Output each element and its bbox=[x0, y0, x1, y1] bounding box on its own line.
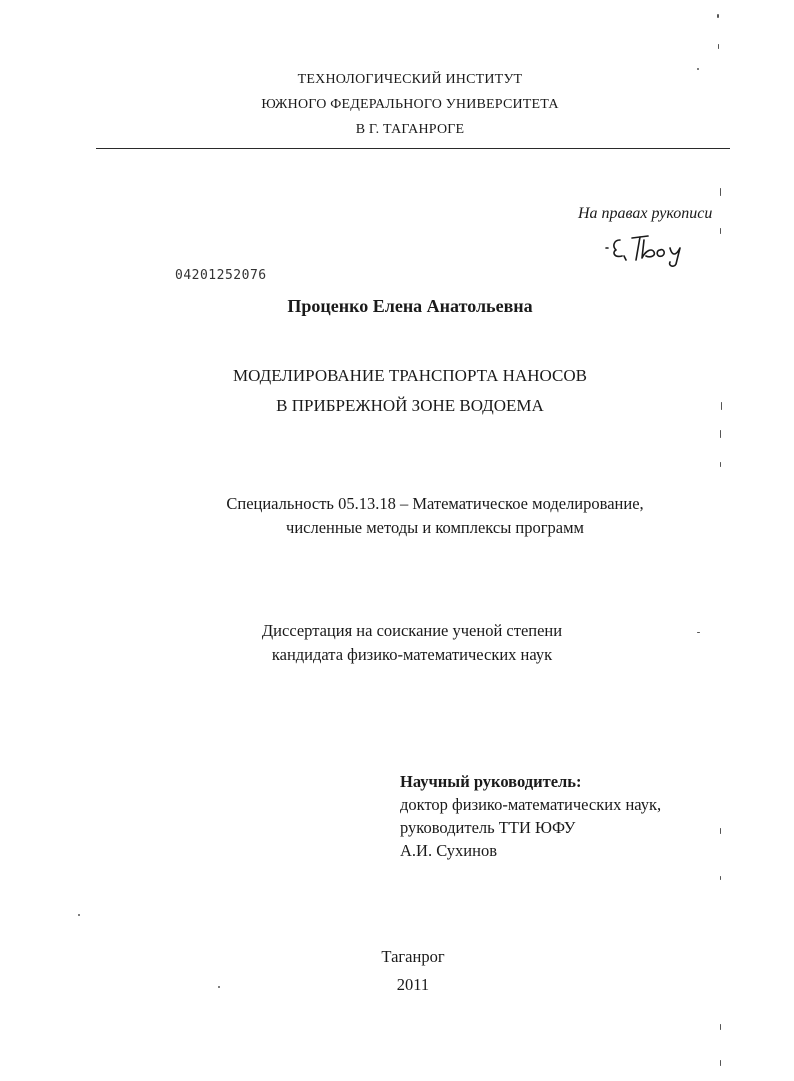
supervisor-position: руководитель ТТИ ЮФУ bbox=[400, 818, 576, 837]
signature-icon bbox=[602, 226, 692, 270]
scan-speck bbox=[717, 14, 719, 18]
scan-speck bbox=[218, 986, 220, 988]
dissertation-line-2: кандидата физико-математических наук bbox=[271, 645, 553, 664]
scan-speck bbox=[697, 632, 700, 633]
scan-speck bbox=[720, 1024, 721, 1030]
header-divider bbox=[96, 148, 730, 149]
manuscript-note: На правах рукописи bbox=[578, 205, 713, 222]
scan-speck bbox=[720, 1060, 721, 1066]
footer-year: 2011 bbox=[396, 975, 430, 994]
institute-line-3: В Г. ТАГАНРОГЕ bbox=[355, 122, 465, 137]
scan-speck bbox=[697, 68, 699, 70]
title-line-1: МОДЕЛИРОВАНИЕ ТРАНСПОРТА НАНОСОВ bbox=[233, 366, 587, 385]
scan-speck bbox=[720, 828, 721, 834]
specialty-line-2: численные методы и комплексы программ bbox=[286, 518, 584, 537]
scan-speck bbox=[720, 430, 721, 438]
scan-speck bbox=[718, 44, 719, 49]
catalog-number: 04201252076 bbox=[175, 268, 267, 283]
supervisor-heading: Научный руководитель: bbox=[400, 772, 582, 791]
scan-speck bbox=[720, 462, 721, 467]
scan-speck bbox=[720, 188, 721, 196]
supervisor-name: А.И. Сухинов bbox=[400, 841, 498, 860]
scan-speck bbox=[78, 914, 80, 916]
scan-speck bbox=[720, 876, 721, 880]
supervisor-degree: доктор физико-математических наук, bbox=[400, 795, 662, 814]
dissertation-line-1: Диссертация на соискание ученой степени bbox=[261, 621, 563, 640]
institute-line-1: ТЕХНОЛОГИЧЕСКИЙ ИНСТИТУТ bbox=[297, 72, 523, 87]
title-line-2: В ПРИБРЕЖНОЙ ЗОНЕ ВОДОЕМА bbox=[276, 396, 544, 415]
scan-speck bbox=[721, 402, 722, 410]
footer-city: Таганрог bbox=[381, 947, 445, 966]
specialty-line-1: Специальность 05.13.18 – Математическое моделирование, bbox=[226, 494, 644, 513]
institute-line-2: ЮЖНОГО ФЕДЕРАЛЬНОГО УНИВЕРСИТЕТА bbox=[261, 97, 559, 112]
scan-speck bbox=[720, 228, 721, 234]
author-name: Проценко Елена Анатольевна bbox=[287, 296, 533, 316]
